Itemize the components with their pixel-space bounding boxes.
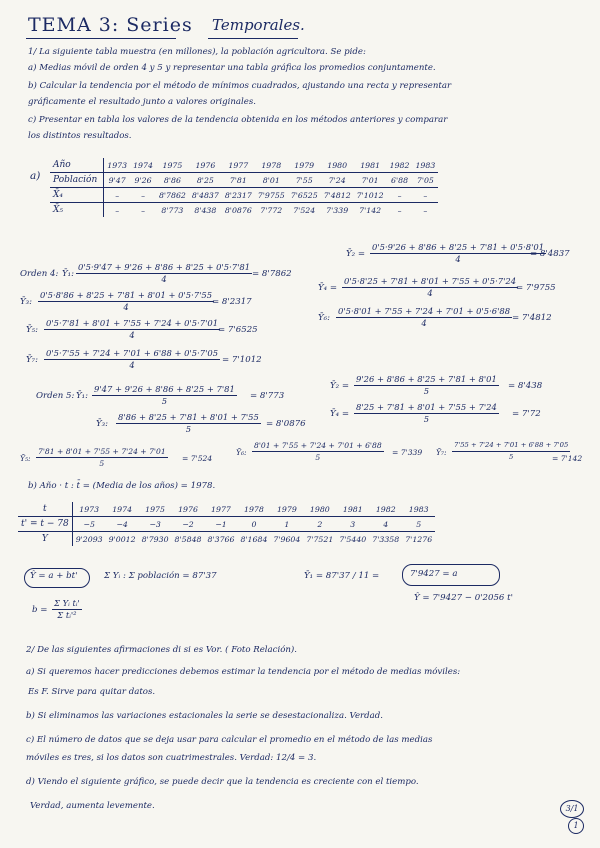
table-cell: 9'2093 bbox=[75, 534, 103, 544]
orden5-y3-frac bbox=[116, 412, 261, 435]
table-cell: 1981 bbox=[336, 502, 369, 517]
orden4-y7-res: = 7'1012 bbox=[222, 355, 262, 365]
orden4-y3-frac bbox=[38, 290, 214, 313]
table-cell: – bbox=[412, 188, 438, 203]
orden4-y4-res: = 7'9755 bbox=[516, 283, 556, 293]
sum-y: Σ Yᵢ : Σ población = 87'37 bbox=[104, 571, 217, 581]
orden5-y1-frac bbox=[92, 384, 237, 407]
table-row bbox=[18, 532, 435, 547]
orden4-y5-num: 0'5·7'81 + 8'01 + 7'55 + 7'24 + 0'5·7'01 bbox=[46, 318, 219, 328]
b-formula-den: Σ tᵢ'² bbox=[57, 610, 77, 620]
table-cell: 1977 bbox=[222, 158, 255, 173]
table-cell: −5 bbox=[72, 517, 105, 532]
orden5-y7-num: 7'55 + 7'24 + 7'01 + 6'88 + 7'05 bbox=[452, 440, 570, 452]
table-cell: 7'81 bbox=[222, 173, 255, 188]
table-cell: 8'0876 bbox=[224, 205, 252, 215]
table-cell: 1979 bbox=[288, 158, 321, 173]
title-underline-2 bbox=[208, 38, 298, 39]
row-header: t bbox=[18, 502, 72, 517]
ex1-b1: b) Calcular la tendencia por el método de mínimos cuadrados, ajustando una recta y representar bbox=[28, 81, 452, 91]
orden4-y6-frac bbox=[336, 306, 512, 329]
table-cell: 8'5848 bbox=[174, 534, 202, 544]
orden4-y2-lhs: Ȳ₂ = bbox=[346, 249, 366, 259]
orden4-y5-res: = 7'6525 bbox=[218, 325, 258, 335]
table-cell: 7'3358 bbox=[372, 534, 400, 544]
orden4-y1-num: 0'5·9'47 + 9'26 + 8'86 + 8'25 + 0'5·7'81 bbox=[78, 262, 251, 272]
orden4-y7-lhs: Ȳ₇: bbox=[26, 355, 39, 365]
orden4-y4-num: 0'5·8'25 + 7'81 + 8'01 + 7'55 + 0'5·7'24 bbox=[344, 276, 517, 286]
table-cell: 8'25 bbox=[189, 173, 222, 188]
table-cell: 8'7862 bbox=[156, 188, 189, 203]
ex2-a-answer: Es F. Sirve para quitar datos. bbox=[28, 687, 156, 697]
orden4-y6-res: = 7'4812 bbox=[512, 313, 552, 323]
table-cell: 7'24 bbox=[321, 173, 354, 188]
orden4-y5-lhs: Ȳ₅: bbox=[26, 325, 39, 335]
orden5-y5-den: 5 bbox=[99, 459, 105, 468]
orden5-y6-den: 5 bbox=[315, 453, 321, 462]
title-underline bbox=[26, 38, 176, 39]
table-cell: 1976 bbox=[172, 502, 205, 517]
orden4-y2-num: 0'5·9'26 + 8'86 + 8'25 + 7'81 + 0'5·8'01 bbox=[372, 242, 545, 252]
table-cell: 1978 bbox=[237, 502, 270, 517]
orden5-y4-frac bbox=[354, 402, 499, 425]
row-header: Población bbox=[50, 173, 104, 188]
row-header: Año bbox=[50, 158, 104, 173]
orden4-y7-den: 4 bbox=[129, 360, 135, 370]
table-cell: 8'2317 bbox=[222, 188, 255, 203]
row-header: X̄₄ bbox=[50, 188, 104, 203]
table-cell: 8'86 bbox=[156, 173, 189, 188]
table-cell: 1983 bbox=[412, 158, 438, 173]
orden4-y7-num: 0'5·7'55 + 7'24 + 7'01 + 6'88 + 0'5·7'05 bbox=[46, 348, 219, 358]
ex1-a: a) Medias móvil de orden 4 y 5 y representar una tabla gráfica los promedios conjuntamente. bbox=[28, 63, 436, 73]
moving-average-table bbox=[50, 158, 438, 217]
orden5-y1-den: 5 bbox=[161, 396, 168, 406]
orden5-y4-den: 5 bbox=[423, 414, 430, 424]
table-cell: 7'142 bbox=[359, 205, 382, 215]
table-cell: 7'7521 bbox=[306, 534, 334, 544]
orden4-y3-den: 4 bbox=[123, 302, 129, 312]
table-cell: 7'55 bbox=[288, 173, 321, 188]
table-cell: 1975 bbox=[156, 158, 189, 173]
ex1-b-line: b) Año · t : t̄ = (Media de los años) = 1978. bbox=[28, 481, 216, 491]
orden5-y2-lhs: Ȳ₂ = bbox=[330, 381, 350, 391]
page-mark: 3/1 bbox=[560, 800, 584, 818]
ex2-d1: d) Viendo el siguiente gráfico, se puede decir que la tendencia es creciente con el tiempo. bbox=[26, 777, 419, 787]
table-cell: 7'772 bbox=[260, 205, 283, 215]
orden4-label: Orden 4: bbox=[20, 269, 59, 279]
orden5-y7-lhs: Ȳ₇: bbox=[436, 448, 447, 457]
b-formula-num: Σ Yᵢ tᵢ' bbox=[54, 598, 80, 608]
orden4-y5-den: 4 bbox=[129, 330, 135, 340]
table-cell: 7'4812 bbox=[321, 188, 354, 203]
orden5-y6-frac bbox=[252, 440, 384, 463]
ex2-a: a) Si queremos hacer predicciones debemos estimar la tendencia por el método de medias móviles: bbox=[26, 667, 461, 677]
table-cell: 7'01 bbox=[354, 173, 387, 188]
orden4-y6-den: 4 bbox=[421, 318, 427, 328]
table-row bbox=[18, 517, 435, 532]
orden5-y6-lhs: Ȳ₆: bbox=[236, 448, 247, 457]
ex1-a-label: a) bbox=[30, 170, 41, 182]
table-cell: 6'88 bbox=[387, 173, 413, 188]
table-cell: 0 bbox=[237, 517, 270, 532]
table-cell: −1 bbox=[205, 517, 238, 532]
table-cell: 7'524 bbox=[293, 205, 316, 215]
ex2-d2: Verdad, aumenta levemente. bbox=[30, 801, 155, 811]
orden4-y4-den: 4 bbox=[427, 288, 433, 298]
table-cell: 7'9755 bbox=[255, 188, 288, 203]
orden5-y6-num: 8'01 + 7'55 + 7'24 + 7'01 + 6'88 bbox=[254, 441, 382, 450]
table-cell: 9'0012 bbox=[108, 534, 136, 544]
table-row bbox=[50, 203, 438, 218]
orden5-y4-res: = 7'72 bbox=[512, 409, 541, 419]
table-cell: – bbox=[397, 205, 402, 215]
table-cell: – bbox=[130, 188, 156, 203]
orden4-y4-frac bbox=[342, 276, 518, 299]
table-cell: 7'6525 bbox=[288, 188, 321, 203]
orden4-y7-frac bbox=[44, 348, 220, 371]
table-cell: −2 bbox=[172, 517, 205, 532]
ex1-c1: c) Presentar en tabla los valores de la tendencia obtenida en los métodos anteriores y comparar bbox=[28, 115, 448, 125]
table-cell: 7'339 bbox=[326, 205, 349, 215]
sheet-number: 1 bbox=[568, 818, 584, 834]
table-cell: 1980 bbox=[303, 502, 336, 517]
table-cell: – bbox=[104, 188, 130, 203]
table-cell: 1974 bbox=[106, 502, 139, 517]
orden5-y2-num: 9'26 + 8'86 + 8'25 + 7'81 + 8'01 bbox=[356, 374, 497, 384]
orden4-y5-frac bbox=[44, 318, 220, 341]
table-cell: 8'3766 bbox=[207, 534, 235, 544]
orden4-y1-frac bbox=[76, 262, 252, 285]
orden5-y4-num: 8'25 + 7'81 + 8'01 + 7'55 + 7'24 bbox=[356, 402, 497, 412]
orden5-y3-res: = 8'0876 bbox=[266, 419, 306, 429]
table-cell: 8'4837 bbox=[189, 188, 222, 203]
orden5-y5-num: 7'81 + 8'01 + 7'55 + 7'24 + 7'01 bbox=[38, 447, 166, 456]
orden5-y2-frac bbox=[354, 374, 499, 397]
table-cell: 1973 bbox=[104, 158, 130, 173]
orden4-y3-num: 0'5·8'86 + 8'25 + 7'81 + 8'01 + 0'5·7'55 bbox=[40, 290, 213, 300]
table-cell: 1973 bbox=[72, 502, 105, 517]
orden4-y3-res: = 8'2317 bbox=[212, 297, 252, 307]
ex1-c2: los distintos resultados. bbox=[28, 131, 132, 141]
ex1-b2: gráficamente el resultado junto a valores originales. bbox=[28, 97, 256, 107]
table-cell: 1982 bbox=[369, 502, 402, 517]
table-cell: 1983 bbox=[402, 502, 435, 517]
least-squares-table bbox=[18, 502, 435, 546]
orden4-y1-den: 4 bbox=[161, 274, 167, 284]
ex2-b: b) Si eliminamos las variaciones estacionales la serie se desestacionaliza. Verdad. bbox=[26, 711, 384, 721]
row-header: t' = t − 78 bbox=[18, 517, 72, 532]
orden4-y2-res: = 8'4837 bbox=[530, 249, 570, 259]
orden5-label: Orden 5: bbox=[36, 391, 75, 401]
table-cell: 1982 bbox=[387, 158, 413, 173]
table-cell: 4 bbox=[369, 517, 402, 532]
table-cell: −4 bbox=[106, 517, 139, 532]
table-cell: 1 bbox=[270, 517, 303, 532]
table-cell: 9'26 bbox=[130, 173, 156, 188]
orden5-y2-den: 5 bbox=[423, 386, 430, 396]
b-formula-frac bbox=[52, 598, 82, 621]
orden5-y1-num: 9'47 + 9'26 + 8'86 + 8'25 + 7'81 bbox=[94, 384, 235, 394]
orden5-y2-res: = 8'438 bbox=[508, 381, 543, 391]
ex2-c1: c) El número de datos que se deja usar para calcular el promedio en el método de las medias bbox=[26, 735, 433, 745]
row-header: X̄₅ bbox=[50, 203, 104, 218]
table-cell: 9'47 bbox=[104, 173, 130, 188]
table-cell: 1976 bbox=[189, 158, 222, 173]
table-cell: 7'1012 bbox=[354, 188, 387, 203]
table-cell: 7'5440 bbox=[339, 534, 367, 544]
row-header: Y bbox=[18, 532, 72, 547]
orden5-y1-lhs: Ȳ₁: bbox=[76, 391, 89, 401]
model-equation: Ŷ = a + bt' bbox=[30, 571, 78, 581]
orden5-y5-frac bbox=[36, 446, 168, 469]
table-cell: 1981 bbox=[354, 158, 387, 173]
table-row bbox=[50, 188, 438, 203]
table-cell: 7'1276 bbox=[405, 534, 433, 544]
table-cell: −3 bbox=[139, 517, 172, 532]
mean-y: Ȳ₁ = 87'37 / 11 = bbox=[304, 571, 380, 581]
orden5-y3-den: 5 bbox=[185, 424, 192, 434]
table-cell: 1977 bbox=[205, 502, 238, 517]
table-cell: 7'9604 bbox=[273, 534, 301, 544]
table-cell: 7'05 bbox=[412, 173, 438, 188]
orden4-y2-den: 4 bbox=[455, 254, 461, 264]
table-cell: 8'773 bbox=[161, 205, 184, 215]
b-formula-lhs: b = bbox=[32, 605, 48, 615]
table-row bbox=[50, 173, 438, 188]
orden5-y3-lhs: Ȳ₃: bbox=[96, 419, 109, 429]
table-cell: 3 bbox=[336, 517, 369, 532]
table-cell: 8'7930 bbox=[141, 534, 169, 544]
table-cell: – bbox=[115, 205, 120, 215]
table-cell: 8'1684 bbox=[240, 534, 268, 544]
table-cell: 1979 bbox=[270, 502, 303, 517]
table-cell: 8'01 bbox=[255, 173, 288, 188]
ex2-c2: móviles es tres, si los datos son cuatrimestrales. Verdad: 12/4 = 3. bbox=[26, 753, 317, 763]
ex1-statement: 1/ La siguiente tabla muestra (en millones), la población agricultora. Se pide: bbox=[28, 47, 366, 57]
table-cell: 1980 bbox=[321, 158, 354, 173]
table-cell: 1978 bbox=[255, 158, 288, 173]
table-cell: – bbox=[387, 188, 413, 203]
orden4-y6-lhs: Ȳ₆: bbox=[318, 313, 331, 323]
orden4-y1-lhs: Ȳ₁: bbox=[62, 269, 75, 279]
table-cell: – bbox=[141, 205, 145, 215]
orden4-y1-res: = 8'7862 bbox=[252, 269, 292, 279]
orden5-y3-num: 8'86 + 8'25 + 7'81 + 8'01 + 7'55 bbox=[118, 412, 259, 422]
final-trend-equation: Ŷ = 7'9427 − 0'2056 t' bbox=[414, 593, 513, 603]
orden5-y1-res: = 8'773 bbox=[250, 391, 285, 401]
table-cell: 5 bbox=[402, 517, 435, 532]
table-cell: 2 bbox=[303, 517, 336, 532]
mean-result: 7'9427 = a bbox=[410, 569, 458, 579]
page-title: TEMA 3: Series bbox=[28, 14, 193, 36]
orden5-y7-res: = 7'142 bbox=[552, 454, 583, 463]
orden5-y6-res: = 7'339 bbox=[392, 448, 423, 457]
page-title-2: Temporales. bbox=[212, 16, 305, 34]
table-row bbox=[18, 502, 435, 517]
orden4-y4-lhs: Ȳ₄ = bbox=[318, 283, 338, 293]
table-cell: 8'438 bbox=[194, 205, 217, 215]
orden5-y5-lhs: Ȳ₅: bbox=[20, 454, 31, 463]
ex2-statement: 2/ De las siguientes afirmaciones di si es Vor. ( Foto Relación). bbox=[26, 645, 298, 655]
table-cell: 1975 bbox=[139, 502, 172, 517]
orden5-y5-res: = 7'524 bbox=[182, 454, 213, 463]
table-cell: 1974 bbox=[130, 158, 156, 173]
orden5-y7-den: 5 bbox=[508, 453, 514, 461]
table-cell: – bbox=[423, 205, 428, 215]
orden5-y4-lhs: Ȳ₄ = bbox=[330, 409, 350, 419]
orden4-y3-lhs: Ȳ₃: bbox=[20, 297, 33, 307]
table-row bbox=[50, 158, 438, 173]
orden4-y2-frac bbox=[370, 242, 546, 265]
orden4-y6-num: 0'5·8'01 + 7'55 + 7'24 + 7'01 + 0'5·6'88 bbox=[338, 306, 511, 316]
